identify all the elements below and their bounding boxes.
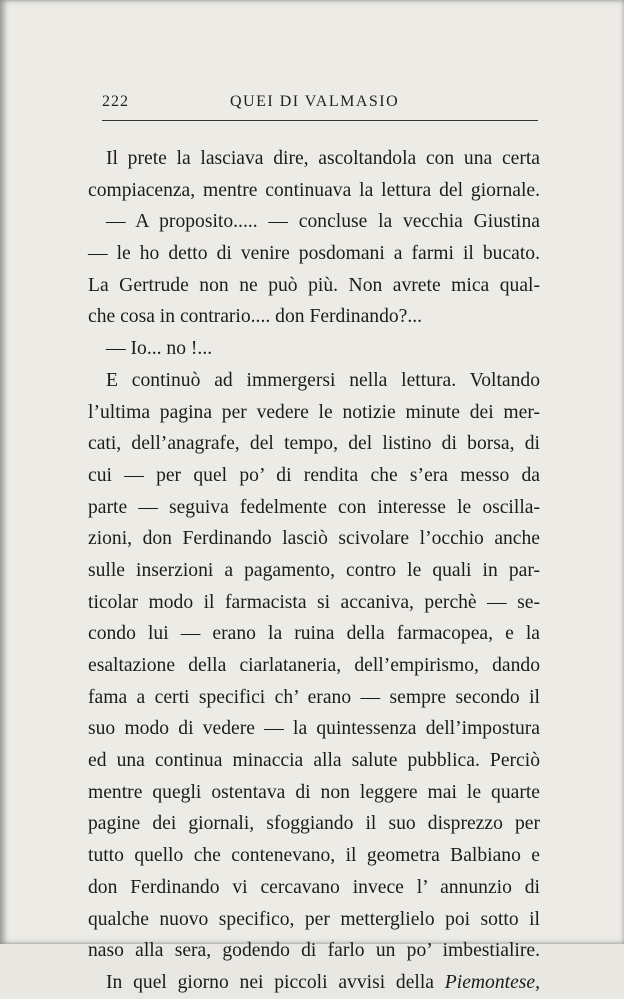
text-line-content: E continuò ad immergersi nella lettura. Voltando [106, 369, 540, 391]
text-line [88, 967, 540, 999]
running-header [102, 93, 538, 117]
text-line-content: qualche nuovo specifico, per metterglielo poi sotto il [88, 908, 540, 930]
running-title: QUEI DI VALMASIO [230, 93, 400, 110]
text-line [88, 650, 540, 682]
text-line [88, 397, 540, 429]
text-line [88, 745, 540, 777]
text-line [88, 143, 540, 175]
text-line-content: — le ho detto di venire posdomani a farmi il bucato. [88, 243, 540, 265]
text-line [88, 270, 540, 302]
text-line [88, 777, 540, 809]
text-line [88, 175, 540, 207]
text-line [88, 523, 540, 555]
text-line [88, 555, 540, 587]
text-line [88, 460, 540, 492]
text-line-content: cui — per quel po’ di rendita che s’era messo da [88, 464, 540, 486]
text-line-content: pagine dei giornali, sfoggiando il suo disprezzo per [88, 813, 540, 835]
text-line-content: cati, dell’anagrafe, del tempo, del listino di borsa, di [88, 433, 540, 455]
header-rule [102, 120, 538, 121]
text-line [88, 238, 540, 270]
text-line [88, 333, 540, 365]
text-line-content: sulle inserzioni a pagamento, contro le quali in par- [88, 559, 540, 581]
text-line [88, 365, 540, 397]
text-line-content: parte — seguiva fedelmente con interesse le oscilla- [88, 496, 540, 518]
text-line-content: fama a certi specifici ch’ erano — sempre secondo il [88, 686, 540, 708]
text-line-content: compiacenza, mentre continuava la lettura del giornale. [88, 179, 540, 201]
text-line [88, 713, 540, 745]
text-line [88, 840, 540, 872]
text-line-content: tutto quello che contenevano, il geometra Balbiano e [88, 845, 540, 867]
text-line-content: mentre quegli ostentava di non leggere mai le quarte [88, 781, 540, 803]
text-line-content: naso alla sera, godendo di farlo un po’ imbestialire. [88, 940, 540, 962]
text-line [88, 206, 540, 238]
text-line-content: La Gertrude non ne può più. Non avrete mica qual- [88, 274, 540, 296]
text-line [88, 492, 540, 524]
text-line [88, 872, 540, 904]
text-line-content: ed una continua minaccia alla salute pubblica. Perciò [88, 750, 540, 772]
text-line [88, 808, 540, 840]
text-line-content: Il prete la lasciava dire, ascoltandola con una certa [106, 148, 540, 169]
text-line-content: — A proposito..... — concluse la vecchia Giustina [106, 211, 540, 233]
text-line [88, 935, 540, 967]
page-number: 222 [102, 93, 129, 110]
text-line [88, 682, 540, 714]
text-line [88, 587, 540, 619]
text-line-content: zioni, don Ferdinando lasciò scivolare l’occhio anche [88, 528, 540, 550]
text-line [88, 904, 540, 936]
text-line [88, 301, 540, 333]
body-text [88, 143, 540, 999]
text-line-content: don Ferdinando vi cercavano invece l’ annunzio di [88, 876, 540, 898]
text-line-content: ticolar modo il farmacista si accaniva, perchè — se- [88, 591, 540, 613]
newspaper-title: Piemontese, [444, 971, 540, 993]
text-line-content: esaltazione della ciarlataneria, dell’empirismo, dando [88, 655, 540, 676]
text-line-content: In quel giorno nei piccoli avvisi della [106, 971, 434, 993]
text-line-content: — Io... no !... [106, 338, 213, 360]
text-line-content: l’ultima pagina per vedere le notizie minute dei mer- [88, 401, 540, 423]
text-line [88, 618, 540, 650]
text-line-content: suo modo di vedere — la quintessenza dell’impostura [88, 718, 540, 740]
text-line-content: condo lui — erano la ruina della farmacopea, e la [88, 623, 540, 645]
text-line-content: che cosa in contrario.... don Ferdinando?... [88, 306, 423, 328]
text-line [88, 428, 540, 460]
